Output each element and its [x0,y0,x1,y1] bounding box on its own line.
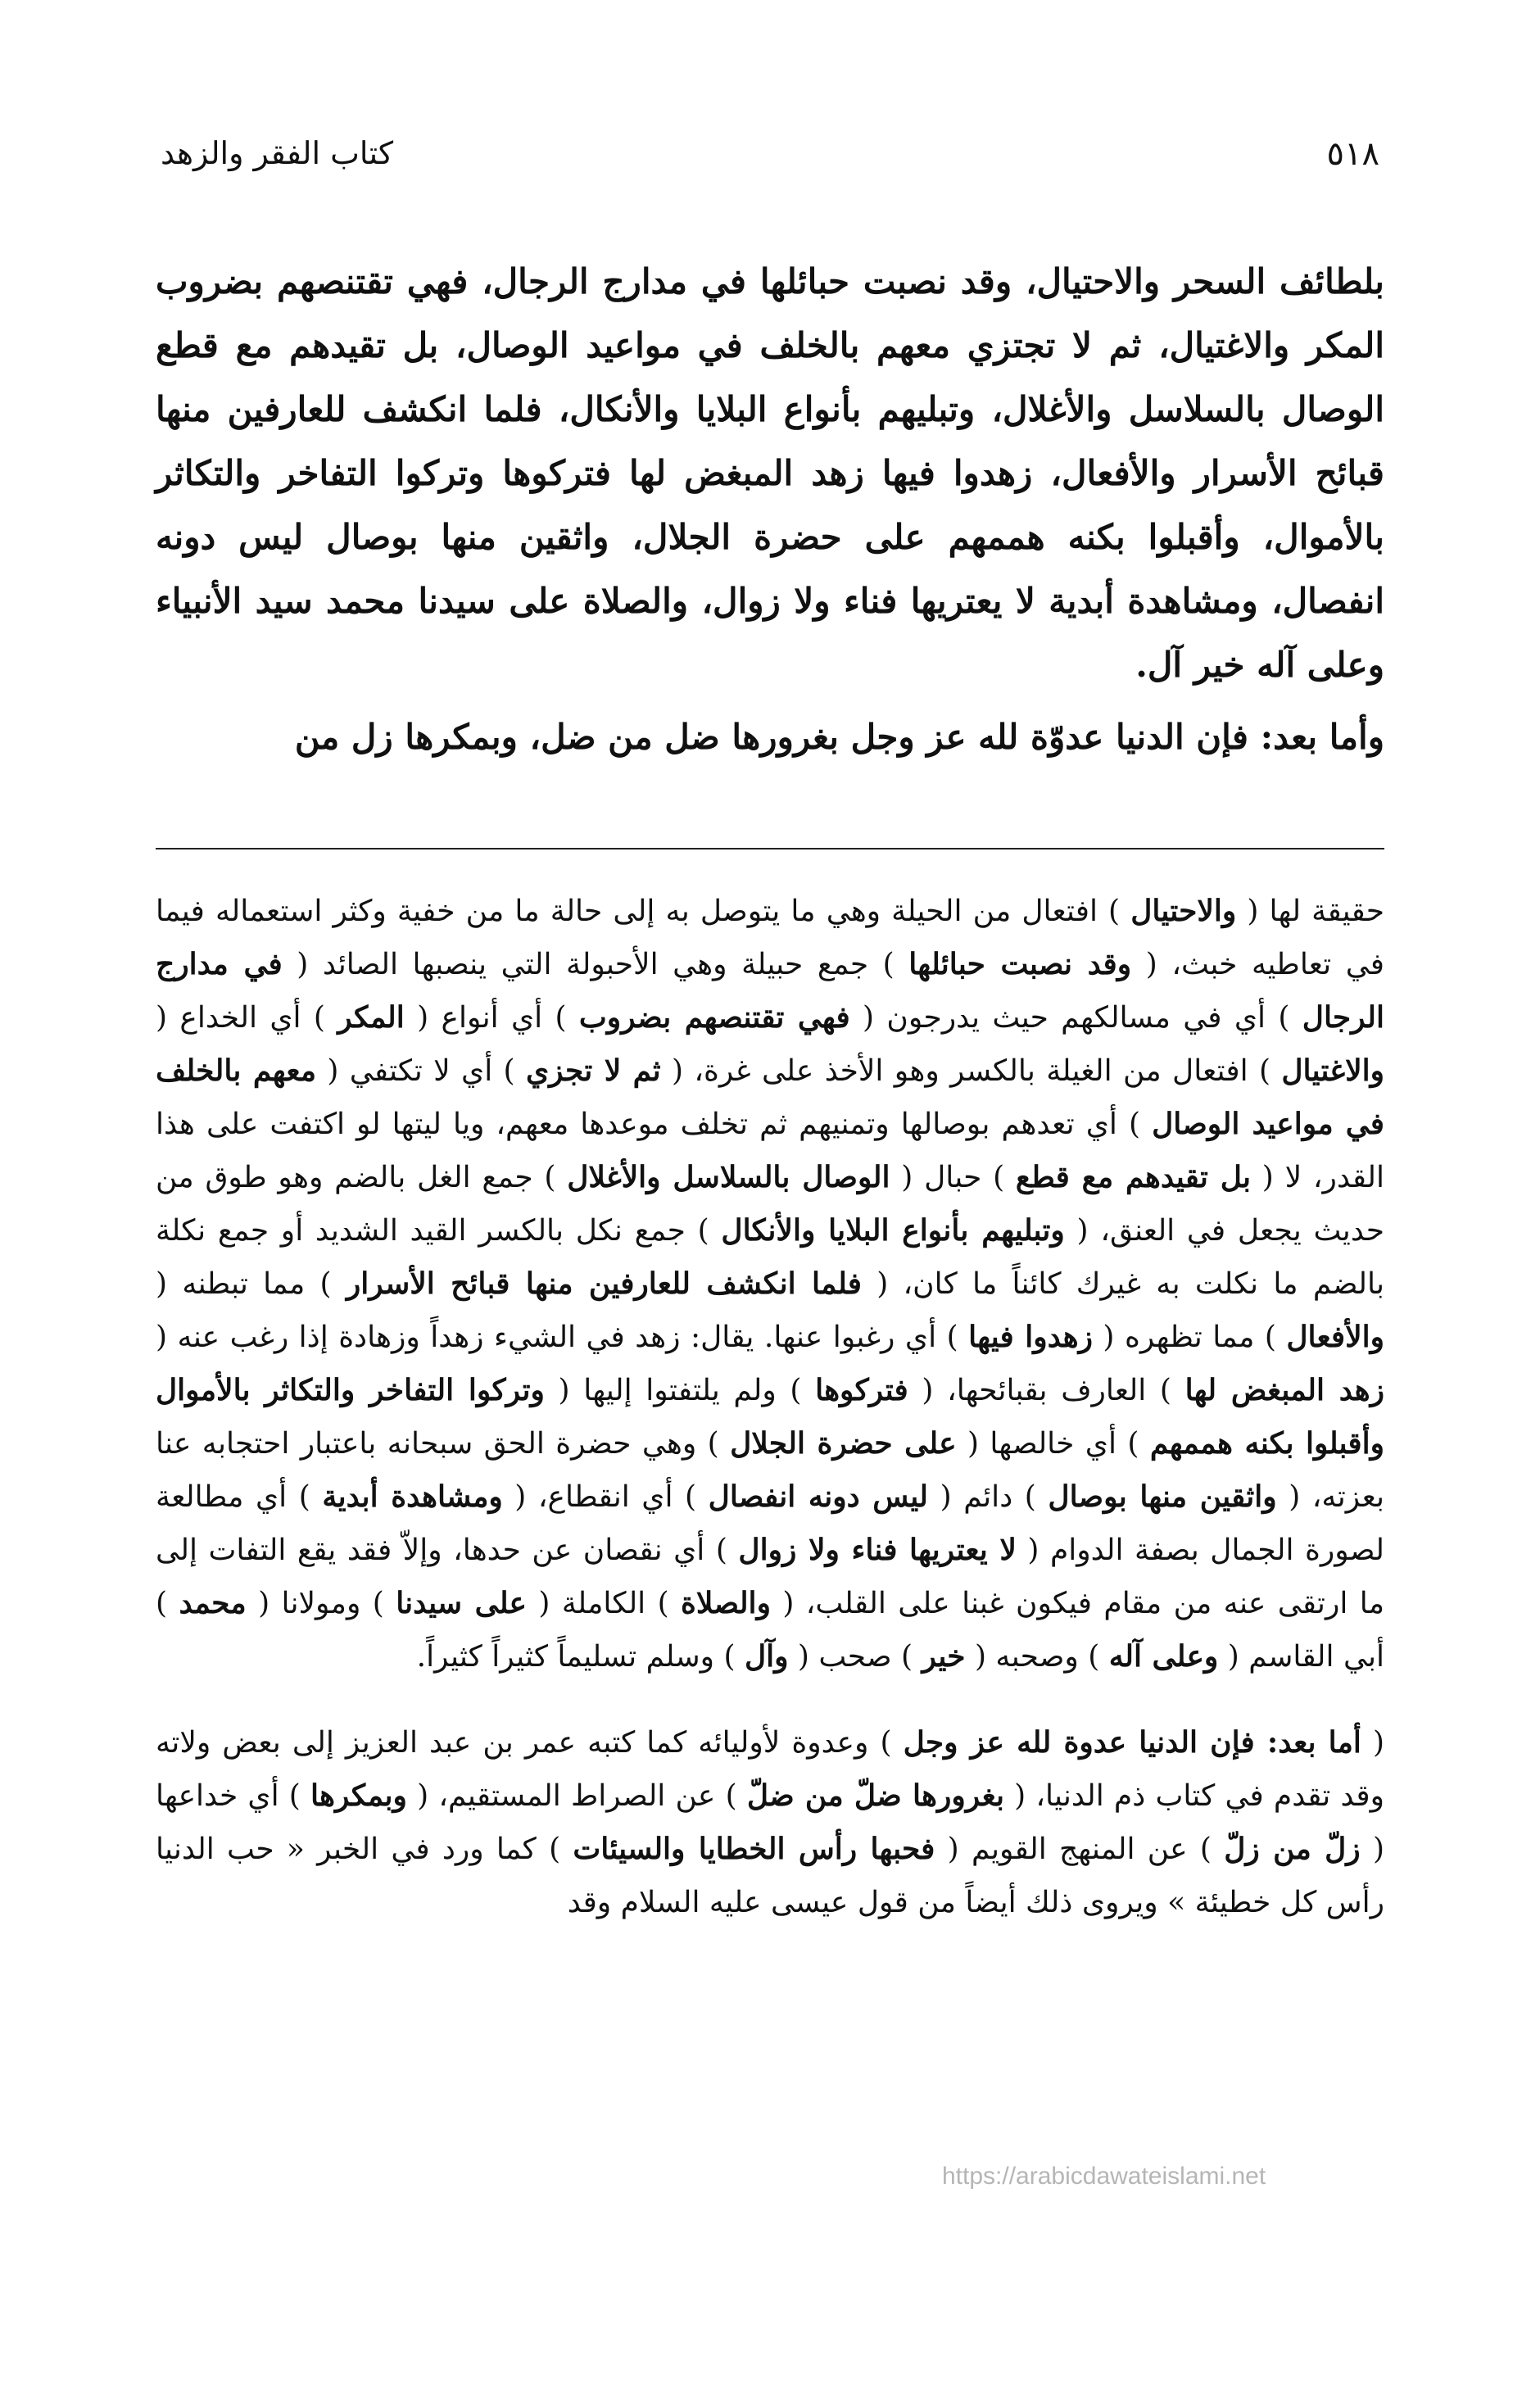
commentary-text: ) جمع حبيلة وهي الأحبولة التي ينصبها الصائد ( [282,948,909,981]
commentary-text: ) مما تبطنه ( [156,1267,346,1301]
paragraph-lead: وأما بعد: [1260,717,1384,757]
commentary-text: ) الكاملة ( [527,1587,682,1620]
commentary-quoted-phrase: والأفعال [1286,1320,1384,1354]
commentary [156,885,1384,1929]
commentary-text: ) افتعال من الحيلة وهي ما يتوصل به إلى حالة ما من خفية وكثر استعماله فيما في تعاطيه خبث، ( [156,895,1384,981]
commentary-text: ) وعدوة لأوليائه كما كتبه عمر بن عبد العزيز إلى بعض ولاته وقد تقدم في كتاب ذم الدنيا، ( [156,1726,1385,1813]
commentary-quoted-phrase: والاحتيال [1130,894,1237,928]
commentary-text: ) أي رغبوا عنها. يقال: زهد في الشيء زهداً وزهادة إذا رغب عنه ( [156,1321,969,1354]
book-page [156,0,1384,2383]
watermark-url: https://arabicdawateislami.net [942,2163,1266,2190]
commentary-quoted-phrase: أما بعد: فإن الدنيا عدوة لله عز وجل [903,1725,1361,1760]
commentary-text: ) وهي حضرة الحق سبحانه باعتبار احتجابه عنا بعزته، ( [156,1427,1384,1514]
commentary-text: ) أي الخداع ( [156,1001,338,1035]
commentary-quoted-phrase: خير [922,1639,966,1674]
commentary-quoted-phrase: واثقين منها بوصال [1048,1479,1277,1514]
commentary-quoted-phrase: فلما انكشف للعارفين منها قبائح الأسرار [346,1266,862,1301]
commentary-paragraph [156,885,1384,1683]
commentary-quoted-phrase: زلّ من زلّ [1224,1832,1361,1866]
commentary-quoted-phrase: على حضرة الجلال [730,1426,957,1461]
commentary-quoted-phrase: وبمكرها [310,1778,407,1813]
commentary-quoted-phrase: وتركوا التفاخر والتكاثر بالأموال وأقبلوا بكنه هممهم [156,1373,1384,1461]
commentary-quoted-phrase: زهدوا فيها [968,1320,1093,1354]
commentary-quoted-phrase: الوصال بالسلاسل والأغلال [567,1160,890,1194]
page-number: ٥١٨ [1326,135,1379,173]
commentary-quoted-phrase: فتركوها [815,1373,908,1407]
commentary-quoted-phrase: زهد المبغض لها [1184,1373,1384,1407]
commentary-text: ) افتعال من الغيلة بالكسر وهو الأخذ على غرة، ( [660,1054,1282,1088]
commentary-quoted-phrase: لا يعتريها فناء ولا زوال [738,1533,1017,1567]
commentary-text: ) أي لا تكتفي ( [316,1054,526,1088]
commentary-text: ) وصحبه ( [965,1640,1109,1674]
commentary-quoted-phrase: ومشاهدة أبدية [322,1479,503,1514]
commentary-text: ) العارف بقبائحها، ( [908,1374,1185,1407]
commentary-text: ) أي في مسالكهم حيث يدرجون ( [849,1001,1302,1035]
commentary-text: حقيقة لها ( [1236,895,1384,928]
commentary-quoted-phrase: والصلاة [681,1586,771,1620]
commentary-text: ) كما ورد في الخبر « حب الدنيا رأس كل خطيئة » ويروى ذلك أيضاً من قول عيسى عليه السلام وقد [156,1833,1384,1919]
commentary-quoted-phrase: وعلى آله [1108,1639,1219,1674]
commentary-text: ) أي أنواع ( [404,1001,579,1035]
commentary-quoted-phrase: فحبها رأس الخطايا والسيئات [573,1832,935,1866]
page-header [156,135,1384,184]
commentary-text: ) حبال ( [890,1161,1016,1194]
commentary-paragraph-2 [156,1716,1384,1929]
commentary-text: ) أي انقطاع، ( [502,1480,709,1514]
commentary-quoted-phrase: معهم بالخلف في مواعيد الوصال [156,1053,1384,1141]
commentary-quoted-phrase: وتبليهم بأنواع البلايا والأنكال [721,1213,1065,1248]
commentary-text: ) أبي القاسم ( [156,1587,1384,1674]
commentary-quoted-phrase: وآل [744,1639,789,1674]
footnote-divider [156,848,1384,849]
commentary-text: ) صحب ( [788,1640,922,1674]
commentary-text: ) جمع نكل بالكسر القيد الشديد أو جمع نكلة بالضم ما نكلت به غيرك كائناً ما كان، ( [156,1214,1384,1301]
commentary-text: ) ومولانا ( [246,1587,396,1620]
commentary-quoted-phrase: ثم لا تجزي [525,1053,661,1088]
commentary-text: ) دائم ( [928,1480,1049,1514]
commentary-quoted-phrase: محمد [179,1586,247,1620]
commentary-text: ) مما تظهره ( [1092,1321,1287,1354]
commentary-text: ) أي تعدهم بوصالها وتمنيهم ثم تخلف موعدها معهم، ويا ليتها لو اكتفت على هذا القدر، لا ( [156,1108,1384,1194]
paragraph-text: فإن الدنيا عدوّة لله عز وجل بغرورها ضل من ضل، وبمكرها زل من [294,717,1248,757]
commentary-quoted-phrase: والاغتيال [1281,1053,1384,1088]
main-text [156,250,1384,769]
commentary-text: ) عن الصراط المستقيم، ( [406,1779,747,1813]
commentary-quoted-phrase: بل تقيدهم مع قطع [1015,1160,1252,1194]
commentary-text: ( [1361,1726,1385,1760]
commentary-quoted-phrase: في مدارج الرجال [156,947,1384,1035]
commentary-quoted-phrase: على سيدنا [396,1586,527,1620]
commentary-text: ) وسلم تسليماً كثيراً كثيراً. [416,1640,745,1674]
commentary-quoted-phrase: بغرورها ضلّ من ضلّ [746,1778,1004,1813]
commentary-text: ) أي مطالعة لصورة الجمال بصفة الدوام ( [156,1480,1385,1567]
main-paragraph: بلطائف السحر والاحتيال، وقد نصبت حبائلها في مدارج الرجال، فهي تقتنصهم بضروب المكر والاغتيال، ثم لا تجتزي معهم بالخلف في مواعيد الوصال، بل تقيدهم مع قطع الوصال بالسلاسل والأغلال، وتبليهم بأنواع البلايا والأنكال، فلما انكشف للعارفين منها قبائح الأسرار والأفعال، زهدوا فيها زهد المبغض لها فتركوها وتركوا التفاخر والتكاثر بالأموال، وأقبلوا بكنه هممهم على حضرة الجلال، واثقين منها بوصال ليس دونه انفصال، ومشاهدة أبدية لا يعتريها فناء ولا زوال، والصلاة على سيدنا محمد سيد الأنبياء وعلى آله خير آل. [156,261,1384,685]
book-title: كتاب الفقر والزهد [161,135,394,171]
commentary-quoted-phrase: ليس دونه انفصال [708,1479,929,1514]
commentary-text: ) عن المنهج القويم ( [935,1833,1225,1866]
commentary-text: ) أي خداعها ( [156,1779,1384,1866]
main-paragraph-2 [156,705,1384,769]
commentary-quoted-phrase: وقد نصبت حبائلها [908,947,1132,981]
commentary-quoted-phrase: المكر [337,1000,405,1035]
commentary-quoted-phrase: فهي تقتنصهم بضروب [578,1000,850,1035]
commentary-text: ) أي نقصان عن حدها، وإلاّ فقد يقع التفات إلى ما ارتقى عنه من مقام فيكون غبنا على القلب، ( [156,1534,1384,1620]
commentary-text: ) جمع الغل بالضم وهو طوق من حديث يجعل في العنق، ( [156,1161,1384,1248]
commentary-text: ) ولم يلتفتوا إليها ( [544,1374,816,1407]
commentary-text: ) أي خالصها ( [956,1427,1150,1461]
